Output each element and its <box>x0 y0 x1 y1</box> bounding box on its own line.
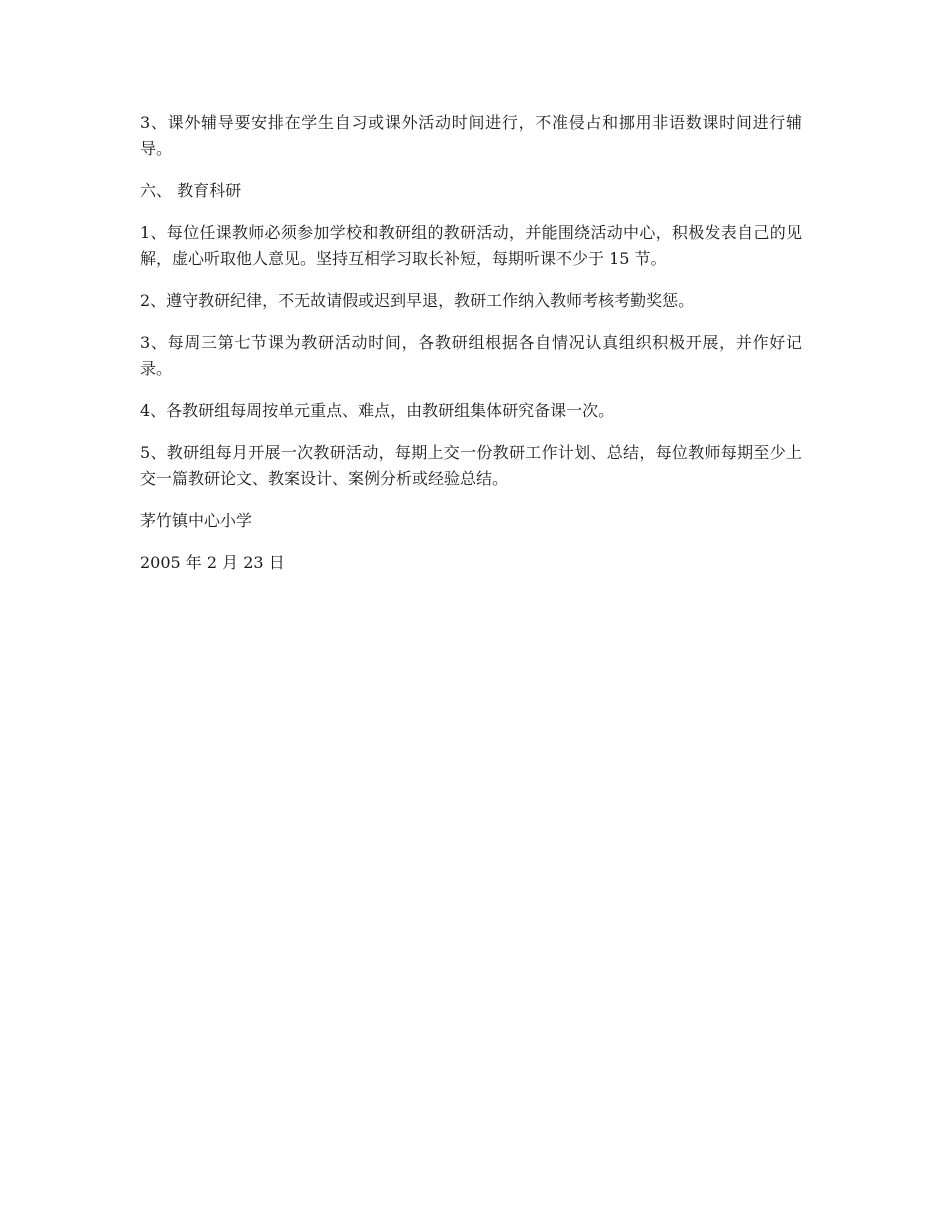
signature-date: 2005 年 2 月 23 日 <box>140 553 285 572</box>
section-heading-education-research: 六、 教育科研 <box>140 181 242 200</box>
paragraph-research-rule-4: 4、各教研组每周按单元重点、难点，由教研组集体研究备课一次。 <box>140 401 615 420</box>
paragraph-research-rule-2: 2、遵守教研纪律，不无故请假或迟到早退，教研工作纳入教师考核考勤奖惩。 <box>140 291 695 310</box>
document-body <box>140 110 802 592</box>
paragraph-research-rule-1: 1、每位任课教师必须参加学校和教研组的教研活动，并能围绕活动中心，积极发表自己的见解，虚心听取他人意见。坚持互相学习取长补短，每期听课不少于 15 节。 <box>140 223 802 268</box>
signature-school-name: 茅竹镇中心小学 <box>140 511 253 530</box>
paragraph-research-rule-3: 3、每周三第七节课为教研活动时间，各教研组根据各自情况认真组织积极开展，并作好记录。 <box>140 333 802 378</box>
paragraph-tutoring-rule-3: 3、课外辅导要安排在学生自习或课外活动时间进行，不准侵占和挪用非语数课时间进行辅导。 <box>140 113 802 158</box>
paragraph-research-rule-5: 5、教研组每月开展一次教研活动，每期上交一份教研工作计划、总结，每位教师每期至少上交一篇教研论文、教案设计、案例分析或经验总结。 <box>140 443 802 488</box>
